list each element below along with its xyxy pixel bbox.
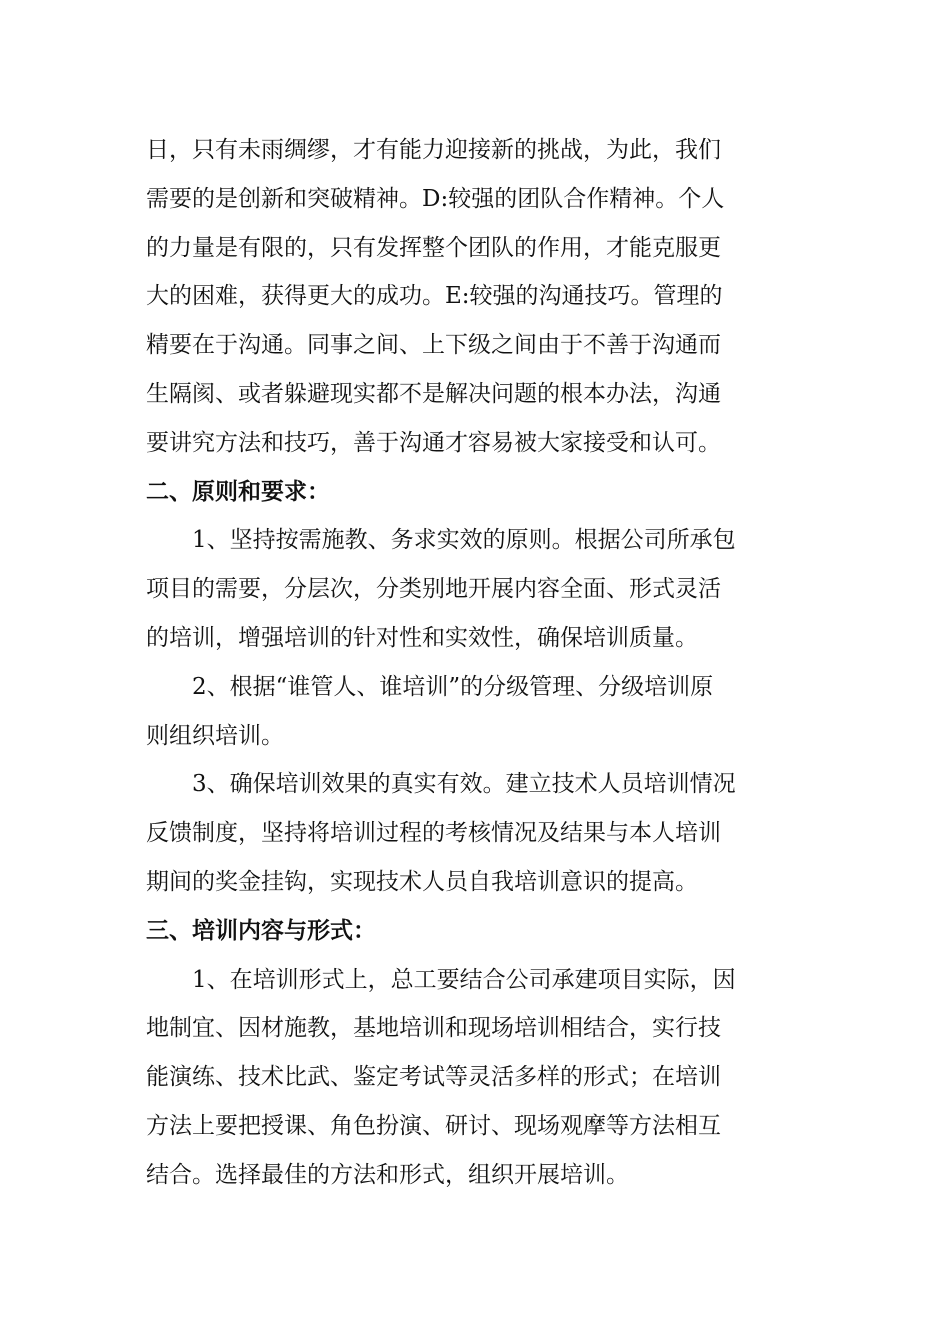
paragraph-line: 需要的是创新和突破精神。D:较强的团队合作精神。个人 — [146, 185, 725, 212]
paragraph-line: 反馈制度，坚持将培训过程的考核情况及结果与本人培训 — [146, 820, 721, 847]
paragraph-line: 大的困难，获得更大的成功。E:较强的沟通技巧。管理的 — [146, 283, 723, 310]
document-body — [146, 126, 816, 1200]
paragraph-line: 2、根据“谁管人、谁培训”的分级管理、分级培训原 — [192, 673, 714, 700]
paragraph-line: 期间的奖金挂钩，实现技术人员自我培训意识的提高。 — [146, 868, 698, 895]
paragraph-line: 1、在培训形式上，总工要结合公司承建项目实际，因 — [192, 966, 736, 993]
paragraph-line: 的力量是有限的，只有发挥整个团队的作用，才能克服更 — [146, 234, 721, 261]
paragraph-line: 的培训，增强培训的针对性和实效性，确保培训质量。 — [146, 624, 698, 651]
paragraph-line: 生隔阂、或者躲避现实都不是解决问题的根本办法，沟通 — [146, 380, 721, 407]
paragraph-line: 结合。选择最佳的方法和形式，组织开展培训。 — [146, 1161, 629, 1188]
paragraph-line: 3、确保培训效果的真实有效。建立技术人员培训情况 — [192, 771, 736, 798]
paragraph-line: 方法上要把授课、角色扮演、研讨、现场观摩等方法相互 — [146, 1112, 721, 1139]
paragraph-line: 则组织培训。 — [146, 722, 284, 749]
paragraph-line: 要讲究方法和技巧，善于沟通才容易被大家接受和认可。 — [146, 429, 721, 456]
section-heading: 三、培训内容与形式： — [146, 917, 376, 944]
paragraph-line: 日，只有未雨绸缪，才有能力迎接新的挑战，为此，我们 — [146, 137, 721, 163]
paragraph-line: 1、坚持按需施教、务求实效的原则。根据公司所承包 — [192, 527, 736, 554]
paragraph-line: 项目的需要，分层次，分类别地开展内容全面、形式灵活 — [146, 576, 721, 603]
paragraph-line: 能演练、技术比武、鉴定考试等灵活多样的形式；在培训 — [146, 1064, 721, 1091]
paragraph-line: 精要在于沟通。同事之间、上下级之间由于不善于沟通而 — [146, 332, 721, 359]
section-heading: 二、原则和要求： — [146, 478, 330, 505]
paragraph-line: 地制宜、因材施教，基地培训和现场培训相结合，实行技 — [146, 1015, 721, 1042]
